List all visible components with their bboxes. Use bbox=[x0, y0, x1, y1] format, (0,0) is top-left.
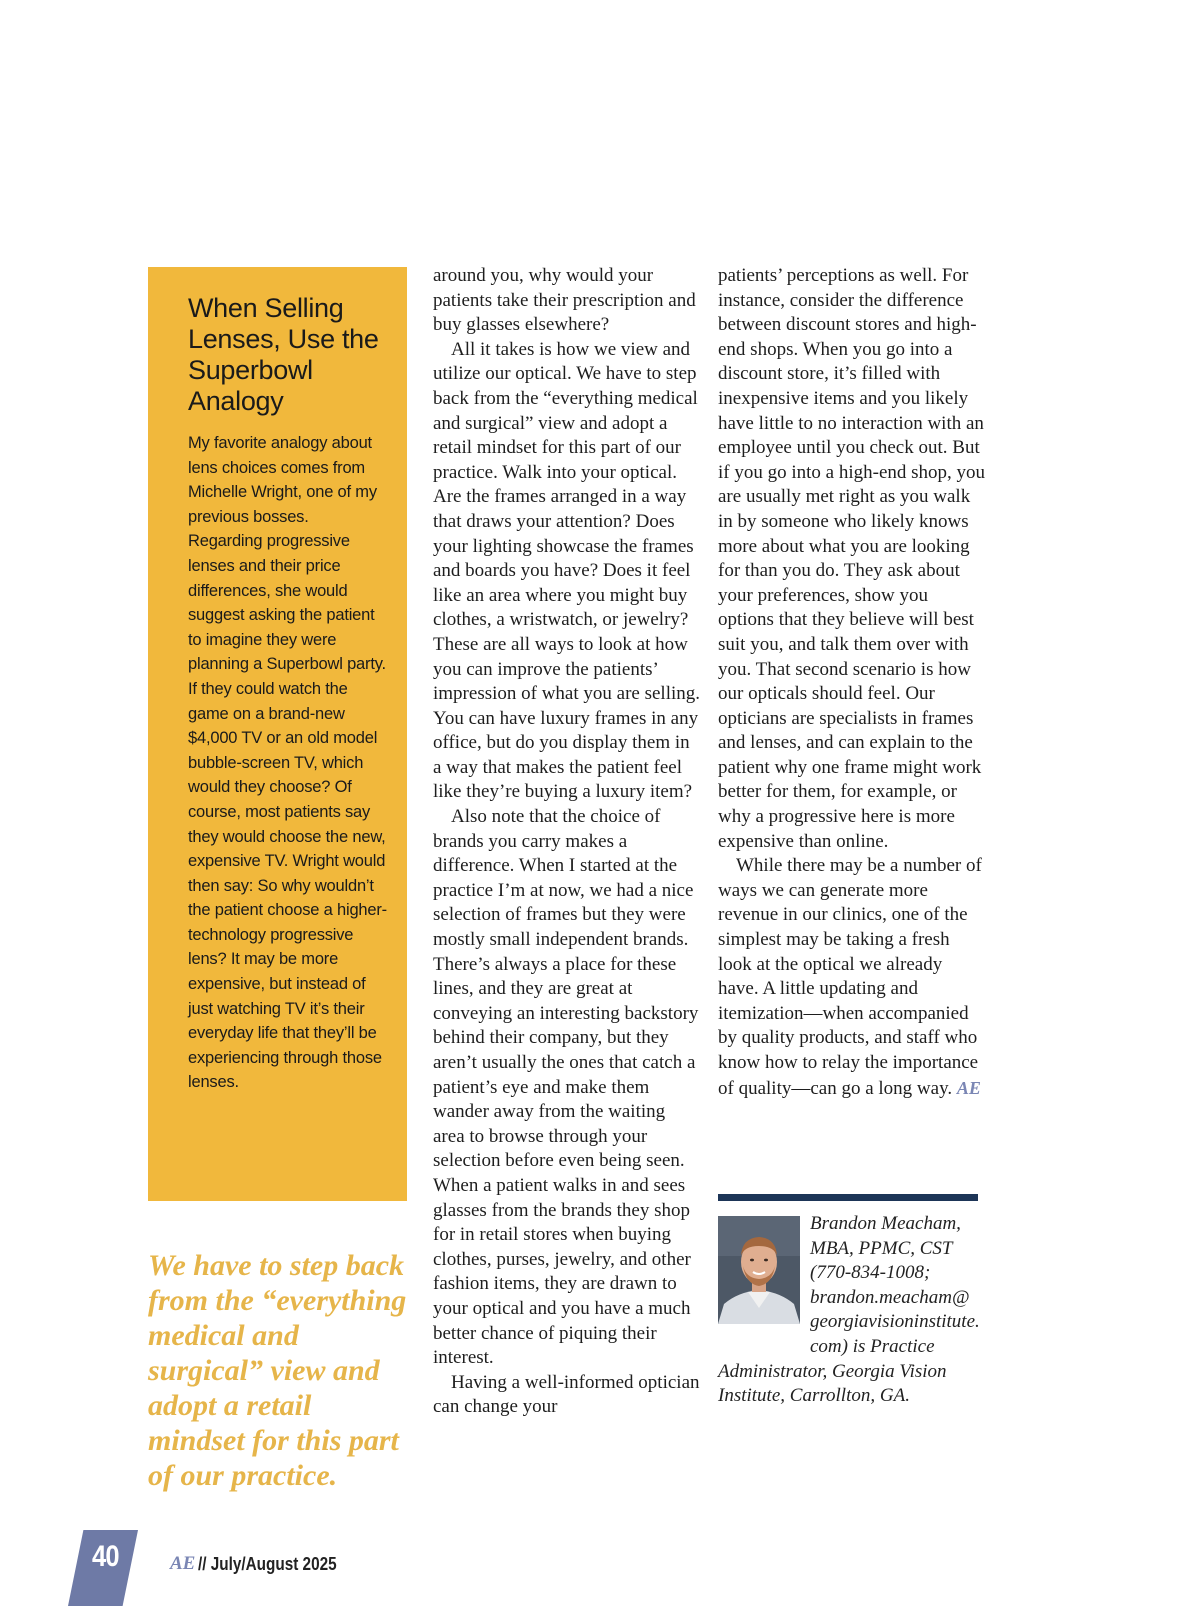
article-column-2 bbox=[433, 264, 701, 1420]
end-mark-logo: AE bbox=[956, 1077, 981, 1098]
article-column-3 bbox=[718, 264, 986, 1101]
author-bio-text: Brandon Meacham, MBA, PPMC, CST (770-834-1008; brandon.meacham@ georgiavisioninstitute. com) is Practice Administrator, Georgia Vision Institute, Carrollton, GA. bbox=[718, 1213, 980, 1407]
pull-quote: We have to step back from the “everything medical and surgical” view and adopt a retail mindset for this part of our practice. bbox=[148, 1249, 407, 1492]
page-number: 40 bbox=[92, 1540, 119, 1573]
paragraph: patients’ perceptions as well. For instance, consider the difference between discount stores and high-end shops. When you go into a discount store, it’s filled with inexpensive items and you likely have little to no interaction with an employee until you check out. But if you go into a high-end shop, you are usually met right as you walk in by someone who likely knows more about what you are looking for than you do. They ask about your preferences, show you options that they believe will best suit you, and talk them over with you. That second scenario is how our opticals should feel. Our opticians are specialists in frames and lenses, and can explain to the patient why one frame might work better for them, for example, or why a progressive here is more expensive than online. bbox=[718, 265, 986, 852]
magazine-logo: AE bbox=[170, 1553, 196, 1574]
paragraph-final bbox=[718, 854, 986, 1101]
paragraph: Having a well-informed optician can change your bbox=[433, 1371, 700, 1418]
paragraph: around you, why would your patients take their prescription and buy glasses elsewhere? bbox=[433, 265, 696, 336]
issue-date: // July/August 2025 bbox=[198, 1554, 337, 1574]
bio-photo-spacer bbox=[718, 1212, 810, 1335]
author-bio bbox=[718, 1212, 980, 1409]
paragraph: All it takes is how we view and utilize our optical. We have to step back from the “everything medical and surgical” view and adopt a retail mindset for this part of our practice. Walk into your optical. Are the frames arranged in a way that draws your attention? Does your lighting showcase the frames and boards you have? Does it feel like an area where you might buy clothes, a wristwatch, or jewelry? These are all ways to look at how you can improve the patients’ impression of what you are selling. You can have luxury frames in any office, but do you display them in a way that makes the patient feel like they’re buying a luxury item? bbox=[433, 338, 701, 803]
sidebar-body: My favorite analogy about lens choices comes from Michelle Wright, one of my previous bosses. Regarding progressive lenses and their price differences, she would suggest asking the patient to imagine they were planning a Superbowl party. If they could watch the game on a brand-new $4,000 TV or an old model bubble-screen TV, which would they choose? Of course, most patients say they would choose the new, expensive TV. Wright would then say: So why wouldn’t the patient choose a higher-technology progressive lens? It may be more expensive, but instead of just watching TV it’s their everyday life that they’ll be experiencing through those lenses. bbox=[188, 434, 387, 1092]
sidebar-box bbox=[148, 267, 407, 1201]
paragraph: Also note that the choice of brands you carry makes a difference. When I started at the practice I’m at now, we had a nice selection of frames but they were mostly small independent brands. There’s always a place for these lines, and they are great at conveying an interesting backstory behind their company, but they aren’t usually the ones that catch a patient’s eye and make them wander away from the waiting area to browse through your selection before even being seen. When a patient walks in and sees glasses from the brands they shop for in retail stores when buying clothes, purses, jewelry, and other fashion items, they are drawn to your optical and you have a much better chance of piquing their interest. bbox=[433, 806, 699, 1369]
sidebar-title: When Selling Lenses, Use the Superbowl Analogy bbox=[188, 293, 379, 416]
bio-divider bbox=[718, 1194, 978, 1201]
paragraph-final-text: While there may be a number of ways we can generate more revenue in our clinics, one of the simplest may be taking a fresh look at the optical we already have. A little updating and itemization—when accompanied by quality products, and staff who know how to relay the importance of quality—can go a long way. bbox=[718, 855, 982, 1099]
